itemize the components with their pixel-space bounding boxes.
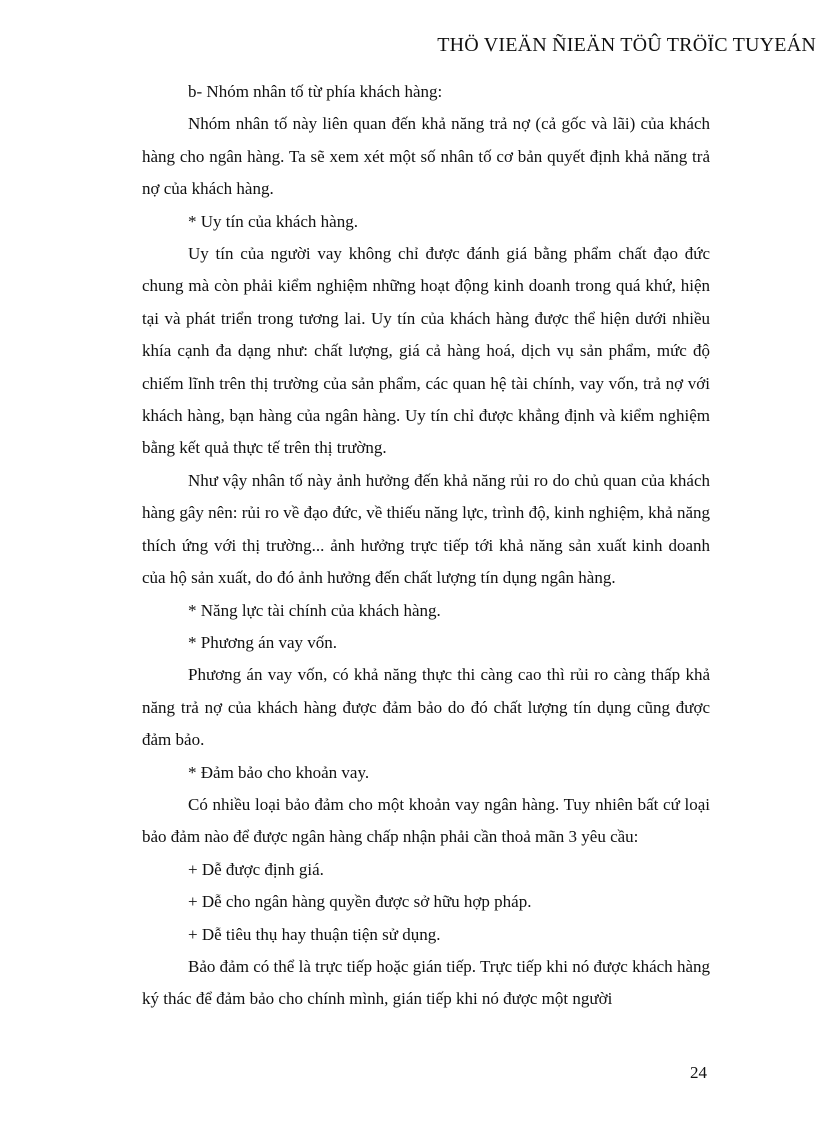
page-header-title: THÖ VIEÄN ÑIEÄN TÖÛ TRÖÏC TUYEÁN xyxy=(437,34,816,56)
paragraph: Bảo đảm có thể là trực tiếp hoặc gián tiếp. Trực tiếp khi nó được khách hàng ký thác để đảm bảo cho chính mình, gián tiếp khi nó được một người xyxy=(142,956,710,1009)
paragraph: Phương án vay vốn, có khả năng thực thi càng cao thì rủi ro càng thấp khả năng trả nợ của khách hàng được đảm bảo do đó chất lượng tín dụng cũng được đảm bảo. xyxy=(142,665,710,750)
page-number: 24 xyxy=(690,1063,707,1082)
subheading-phuong-an: * Phương án vay vốn. xyxy=(188,632,337,652)
paragraph: Có nhiều loại bảo đảm cho một khoản vay ngân hàng. Tuy nhiên bất cứ loại bảo đảm nào để được ngân hàng chấp nhận phải cần thoả mãn 3 yêu cầu: xyxy=(142,794,710,847)
section-heading: b- Nhóm nhân tố từ phía khách hàng: xyxy=(188,82,443,101)
paragraph: Như vậy nhân tố này ảnh hưởng đến khả năng rủi ro do chủ quan của khách hàng gây nên: rủi ro về đạo đức, về thiếu năng lực, trình độ, kinh nghiệm, khả năng thích ứng với thị trường... ảnh hưởng trực tiếp tới khả năng sản xuất kinh doanh của hộ sản xuất, do đó ảnh hưởng đến chất lượng tín dụng ngân hàng. xyxy=(142,470,710,588)
subheading-uy-tin: * Uy tín của khách hàng. xyxy=(188,211,358,231)
paragraph: Nhóm nhân tố này liên quan đến khả năng trả nợ (cả gốc và lãi) của khách hàng cho ngân hàng. Ta sẽ xem xét một số nhân tố cơ bản quyết định khả năng trả nợ của khách hàng. xyxy=(142,114,710,199)
subheading-nang-luc: * Năng lực tài chính của khách hàng. xyxy=(188,600,441,620)
paragraph: Uy tín của người vay không chỉ được đánh giá bằng phẩm chất đạo đức chung mà còn phải kiểm nghiệm những hoạt động kinh doanh trong quá khứ, hiện tại và phát triển trong tương lai. Uy tín của khách hàng được thể hiện dưới nhiều khía cạnh đa dạng như: chất lượng, giá cả hàng hoá, dịch vụ sản phẩm, mức độ chiếm lĩnh trên thị trường của sản phẩm, các quan hệ tài chính, vay vốn, trả nợ với khách hàng, bạn hàng của ngân hàng. Uy tín chỉ được khẳng định và kiểm nghiệm bằng kết quả thực tế trên thị trường. xyxy=(142,244,710,458)
document-body xyxy=(142,76,710,1016)
list-item: + Dễ tiêu thụ hay thuận tiện sử dụng. xyxy=(188,924,441,944)
list-item: + Dễ cho ngân hàng quyền được sở hữu hợp pháp. xyxy=(188,892,532,912)
subheading-dam-bao: * Đảm bảo cho khoản vay. xyxy=(188,762,370,782)
list-item: + Dễ được định giá. xyxy=(188,859,324,879)
